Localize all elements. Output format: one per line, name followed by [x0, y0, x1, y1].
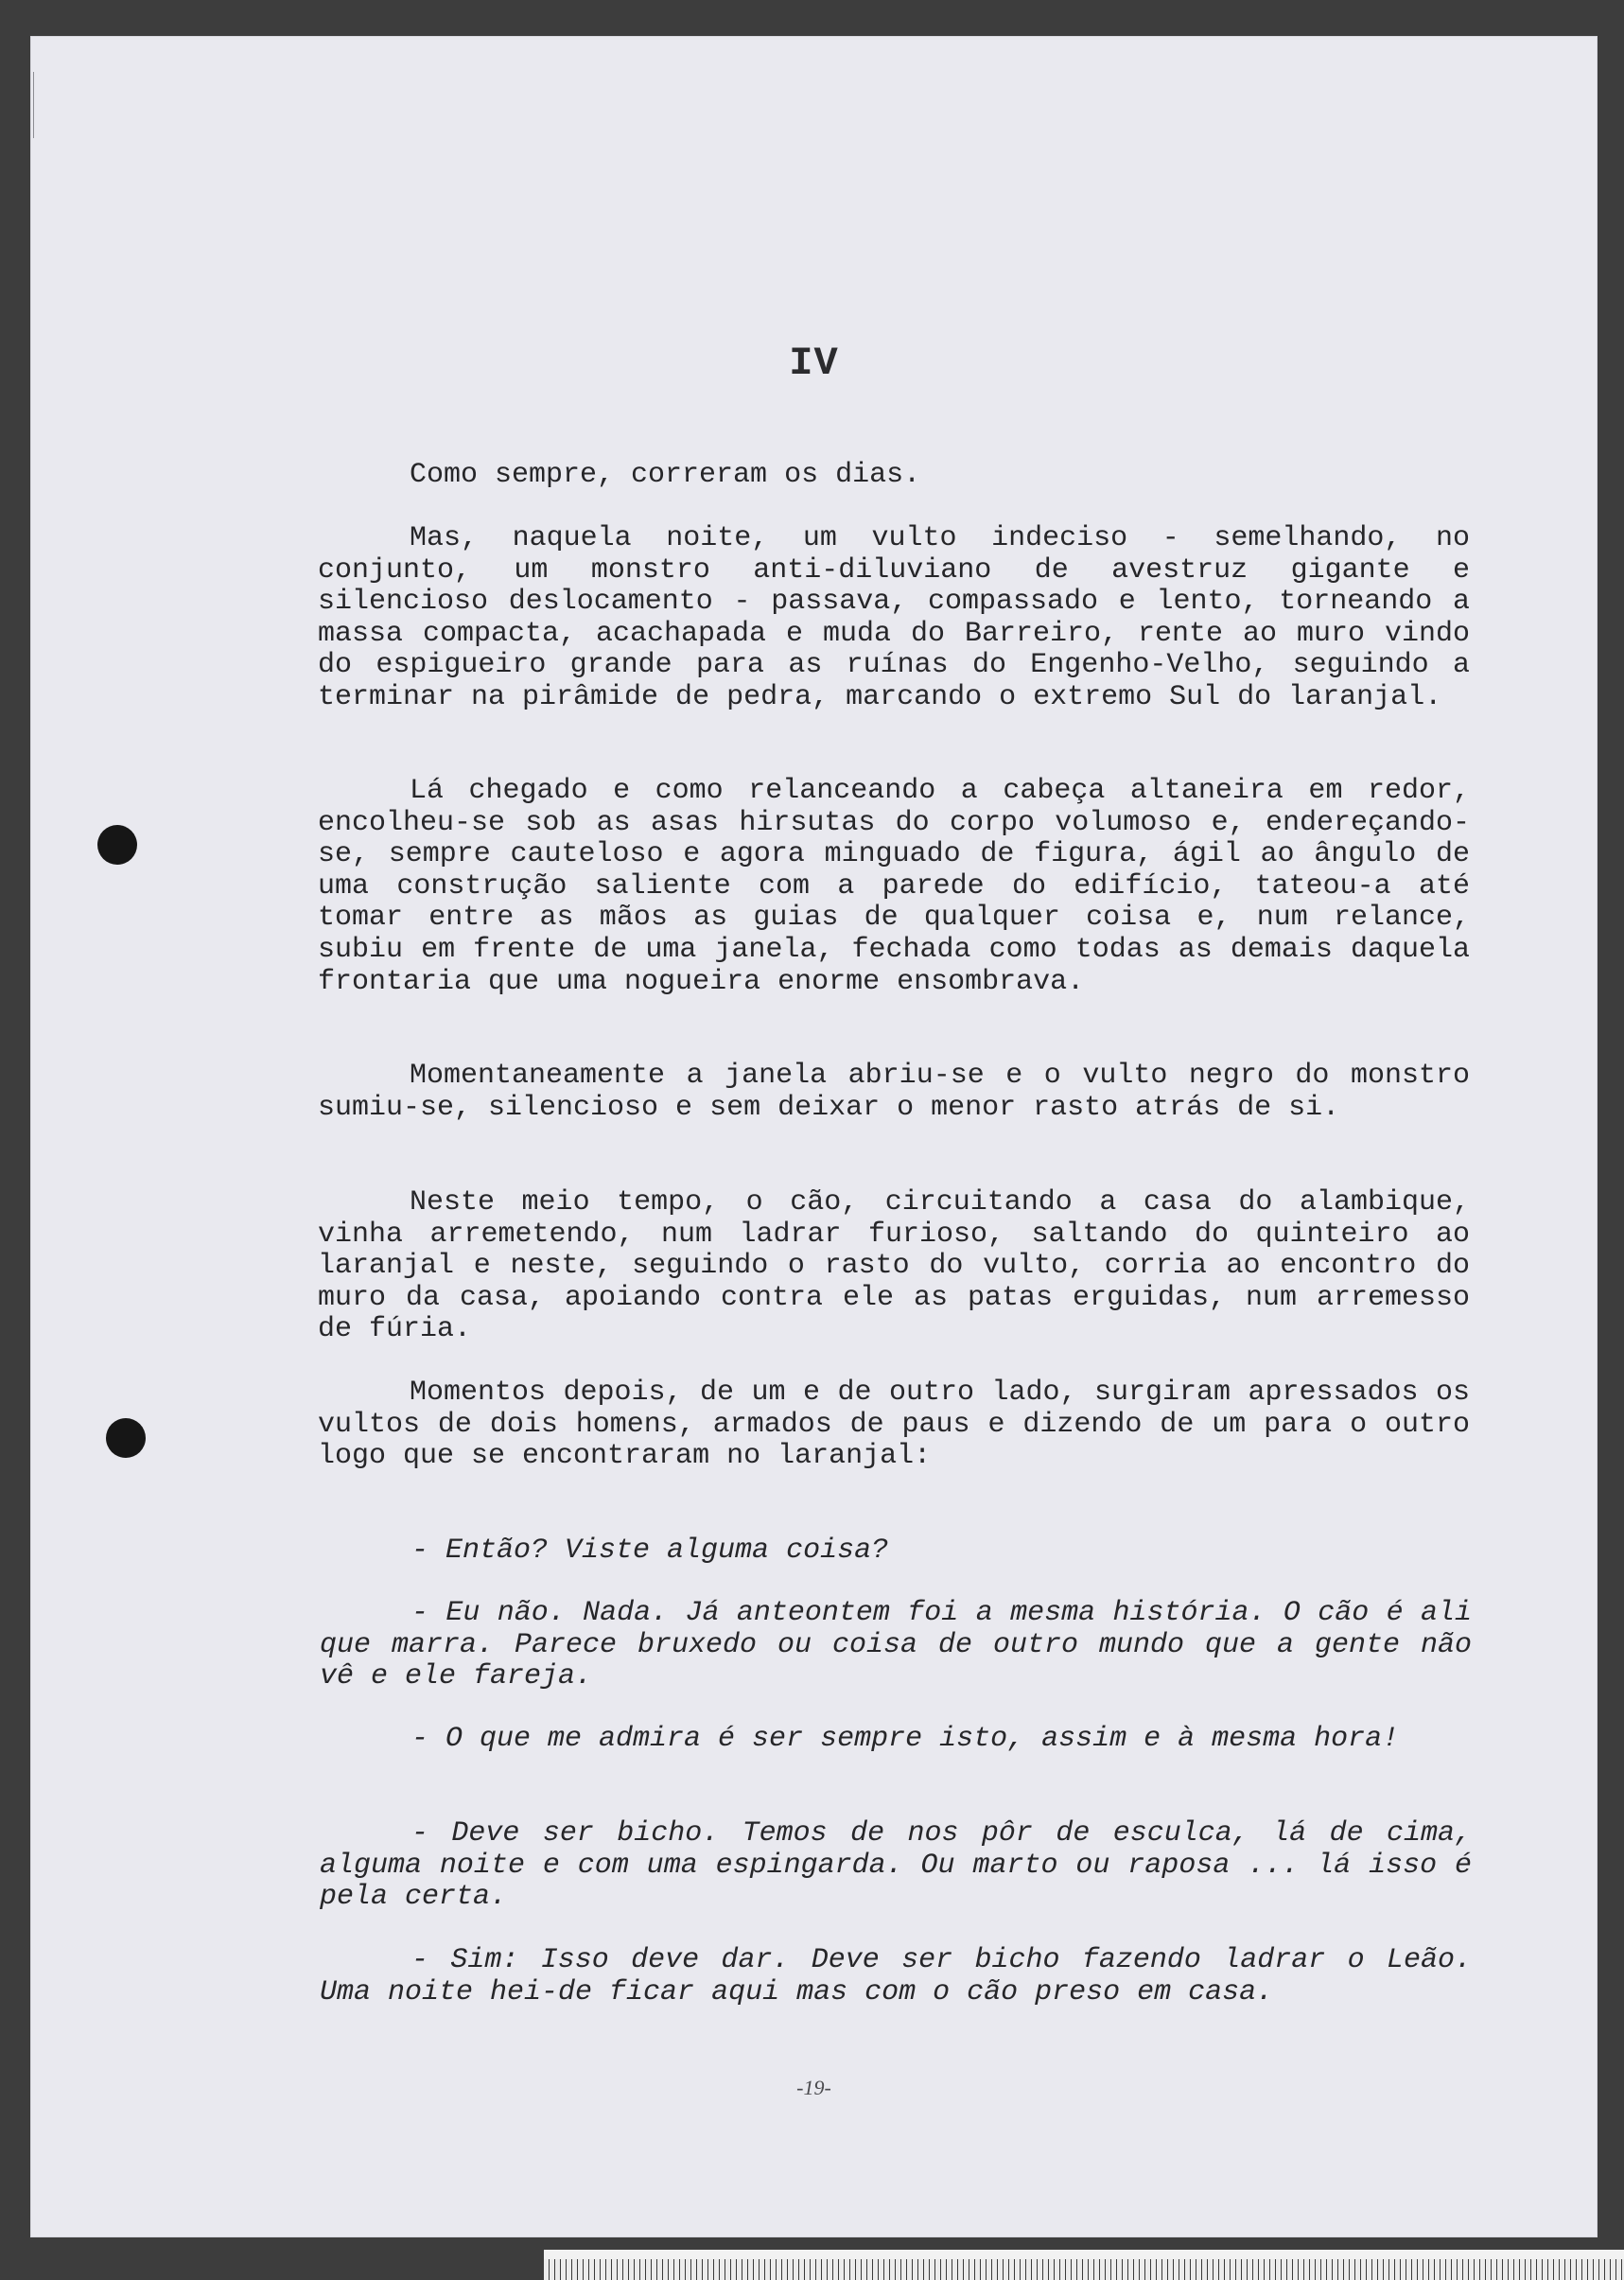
paragraph-6: Momentos depois, de um e de outro lado, surgiram apressados os vultos de dois homens, armados de paus e dizendo de um para o outro logo que se encontraram no laranjal:	[318, 1377, 1470, 1473]
paragraph-3: Lá chegado e como relanceando a cabeça altaneira em redor, encolheu-se sob as asas hirsutas do corpo volumoso e, endereçando-se, sempre cauteloso e agora minguado de figura, ágil ao ângulo de uma construção saliente com a parede do edifício, tateou-a até tomar entre as mãos as guias de qualquer coisa e, num relance, subiu em frente de uma janela, fechada como todas as demais daquela frontaria que uma nogueira enorme ensombrava.	[318, 775, 1470, 998]
punch-hole-bottom	[106, 1418, 146, 1458]
document-page	[30, 36, 1598, 2237]
paragraph-4: Momentaneamente a janela abriu-se e o vulto negro do monstro sumiu-se, silencioso e sem deixar o menor rasto atrás de si.	[318, 1060, 1470, 1124]
dialogue-line-2: - Eu não. Nada. Já anteontem foi a mesma história. O cão é ali que marra. Parece bruxedo ou coisa de outro mundo que a gente não vê e ele fareja.	[320, 1597, 1472, 1693]
punch-hole-top	[97, 825, 137, 865]
chapter-title: IV	[789, 341, 839, 386]
paragraph-1: Como sempre, correram os dias.	[410, 459, 921, 491]
page-edge-mark	[33, 72, 34, 138]
paragraph-2: Mas, naquela noite, um vulto indeciso - semelhando, no conjunto, um monstro anti-diluviano de avestruz gigante e silencioso deslocamento - passava, compassado e lento, torneando a massa compacta, acachapada e muda do Barreiro, rente ao muro vindo do espigueiro grande para as ruínas do Engenho-Velho, seguindo a terminar na pirâmide de pedra, marcando o extremo Sul do laranjal.	[318, 522, 1470, 713]
paragraph-5: Neste meio tempo, o cão, circuitando a casa do alambique, vinha arremetendo, num ladrar furioso, saltando do quinteiro ao laranjal e neste, seguindo o rasto do vulto, corria ao encontro do muro da casa, apoiando contra ele as patas erguidas, num arremesso de fúria.	[318, 1186, 1470, 1346]
dialogue-line-4: - Deve ser bicho. Temos de nos pôr de esculca, lá de cima, alguma noite e com uma espingarda. Ou marto ou raposa ... lá isso é pela certa.	[320, 1817, 1472, 1914]
dialogue-line-3: - O que me admira é ser sempre isto, assim e à mesma hora!	[411, 1723, 1400, 1755]
page-number: -19-	[796, 2076, 831, 2099]
dialogue-line-5: - Sim: Isso deve dar. Deve ser bicho fazendo ladrar o Leão. Uma noite hei-de ficar aqui mas com o cão preso em casa.	[320, 1944, 1472, 2008]
scale-ruler-band	[544, 2250, 1624, 2259]
dialogue-line-1: - Então? Viste alguma coisa?	[411, 1535, 889, 1567]
